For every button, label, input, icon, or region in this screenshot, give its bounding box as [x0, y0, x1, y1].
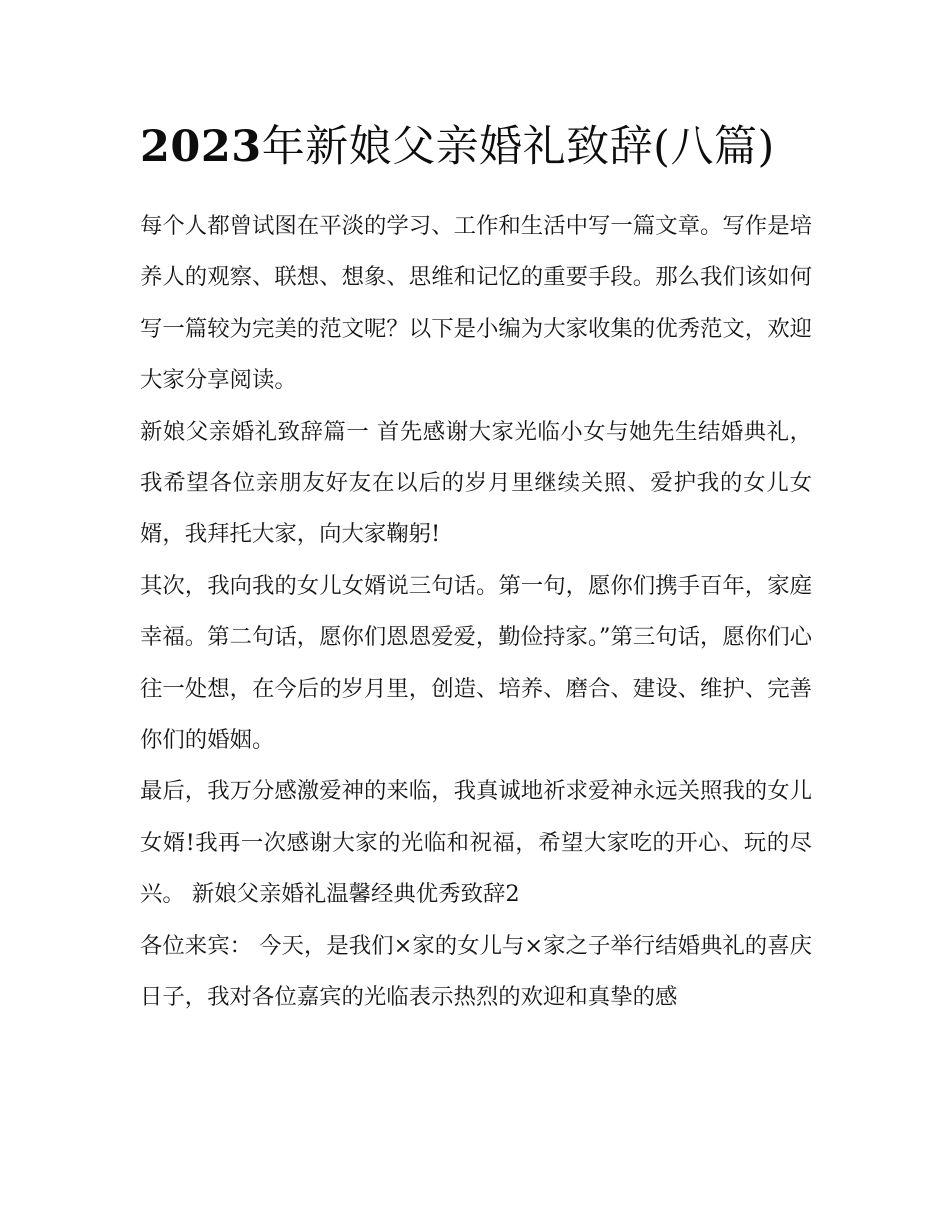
- document-body: [140, 201, 812, 1024]
- title-year: 2023: [140, 122, 262, 172]
- intro-paragraph: 每个人都曾试图在平淡的学习、工作和生活中写一篇文章。写作是培养人的观察、联想、想象、思维和记忆的重要手段。那么我们该如何写一篇较为完美的范文呢？以下是小编为大家收集的优秀范文，欢迎大家分享阅读。: [140, 213, 812, 394]
- body-paragraph: 各位来宾： 今天，是我们×家的女儿与×家之子举行结婚典礼的喜庆日子，我对各位嘉宾的光临表示热烈的欢迎和真挚的感: [140, 932, 812, 1011]
- body-paragraph: 新娘父亲婚礼致辞篇一 首先感谢大家光临小女与她先生结婚典礼，我希望各位亲朋友好友在以后的岁月里继续关照、爱护我的女儿女婿，我拜托大家，向大家鞠躬!: [140, 418, 812, 548]
- body-paragraph: 其次，我向我的女儿女婿说三句话。第一句，愿你们携手百年，家庭幸福。第二句话，愿你们恩恩爱爱，勤俭持家。”第三句话，愿你们心往一处想，在今后的岁月里，创造、培养、磨合、建设、维护、完善你们的婚姻。: [140, 572, 812, 754]
- body-paragraph: 最后，我万分感激爱神的来临，我真诚地祈求爱神永远关照我的女儿女婿!我再一次感谢大家的光临和祝福，希望大家吃的开心、玩的尽兴。 新娘父亲婚礼温馨经典优秀致辞2: [140, 778, 812, 908]
- document-title: [140, 112, 812, 183]
- title-text: 年新娘父亲婚礼致辞(八篇): [261, 122, 775, 172]
- document-page: [140, 112, 812, 1024]
